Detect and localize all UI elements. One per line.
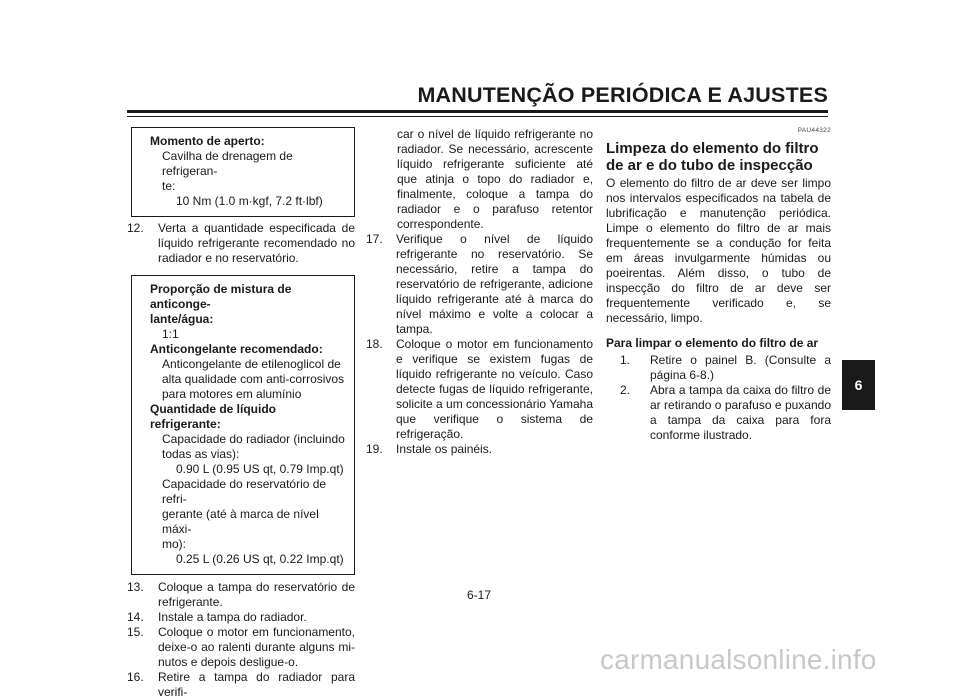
section-code: PAU44322 — [797, 127, 831, 134]
list-item — [366, 442, 593, 457]
list-item — [127, 610, 355, 625]
step-number: 15. — [127, 625, 144, 639]
list-item — [606, 383, 831, 443]
column-middle — [366, 127, 593, 457]
step-number: 19. — [366, 442, 383, 456]
list-item — [366, 232, 593, 337]
torque-value: 10 Nm (1.0 m·kgf, 7.2 ft·lbf) — [176, 194, 323, 208]
mix-title: Proporção de mistura de anticonge- — [150, 282, 292, 311]
steps-list — [366, 232, 593, 457]
step-text: Instale os painéis. — [396, 442, 493, 456]
coolant-mix-box — [131, 275, 355, 575]
antifreeze-line: Anticongelante de etilenoglicol de — [162, 357, 341, 371]
step-number: 18. — [366, 337, 383, 351]
step-number: 16. — [127, 670, 144, 684]
reservoir-line: gerante (até à marca de nível máxi- — [162, 507, 319, 536]
steps-list — [606, 353, 831, 443]
chapter-tab: 6 — [842, 360, 875, 410]
step-number: 2. — [620, 383, 631, 397]
step-number: 14. — [127, 610, 144, 624]
step-number: 17. — [366, 232, 383, 246]
page-title: MANUTENÇÃO PERIÓDICA E AJUSTES — [417, 83, 828, 107]
header-rule-thick — [127, 110, 828, 113]
procedure-heading: Para limpar o elemento do filtro de ar — [606, 336, 819, 350]
torque-spec-box — [131, 127, 355, 217]
radiator-value: 0.90 L (0.95 US qt, 0.79 Imp.qt) — [176, 462, 344, 476]
section-intro: O elemento do filtro de ar deve ser limpo nos intervalos especificados na tabela de lubrificação e manutenção periódica. Limpe o elemento do filtro de ar mais frequentemente se a condução for feita em áreas invulgarmente húmidas ou poeirentas. Além disso, o tubo de inspecção do filtro de ar deve ser frequentemente verificado e, se necessário, limpo. — [606, 176, 831, 325]
reservoir-line: mo): — [162, 537, 186, 551]
step-text: Instale a tampa do radiador. — [158, 610, 307, 624]
section-heading: Limpeza do elemento do filtro de ar e do tubo de inspecção — [606, 140, 819, 174]
step-text: Verta a quantidade especificada de líquido refrigerante recomendado no radiador e no reservatório. — [158, 221, 355, 265]
torque-line: Cavilha de drenagem de refrigeran- — [162, 149, 293, 178]
header-rule-thin — [127, 116, 828, 117]
list-item — [366, 337, 593, 442]
torque-line: te: — [162, 179, 176, 193]
step-text: Coloque a tampa do reservatório de refrigerante. — [158, 580, 355, 609]
radiator-line: todas as vias): — [162, 447, 240, 461]
step-text: Retire a tampa do radiador para verifi- — [158, 670, 355, 699]
step-text: Abra a tampa da caixa do filtro de ar retirando o parafuso e puxando a tampa da caixa para fora conforme ilustrado. — [650, 383, 831, 442]
antifreeze-title: Anticongelante recomendado: — [150, 342, 323, 356]
step-number: 12. — [127, 221, 144, 235]
list-item — [127, 625, 355, 670]
column-left — [127, 127, 355, 700]
step-text: Coloque o motor em funcionamento, deixe-o ao ralenti durante alguns minutos e depois desligue-o. — [158, 625, 355, 669]
step-text: Retire o painel B. (Consulte a página 6-8.) — [650, 353, 831, 382]
watermark: carmanualsonline.info — [600, 644, 877, 675]
antifreeze-line: alta qualidade com anti-corrosivos — [162, 372, 345, 386]
step-text: Coloque o motor em funcionamento e verifique se existem fugas de líquido refrigerante no veículo. Caso detecte fugas de líquido refrigerante, solicite a um concessionário Yamaha que verifique o sistema de refrigeração. — [396, 337, 593, 441]
list-item — [127, 670, 355, 700]
reservoir-value: 0.25 L (0.26 US qt, 0.22 Imp.qt) — [176, 552, 344, 566]
torque-title: Momento de aperto: — [150, 134, 265, 148]
mix-title: lante/água: — [150, 312, 214, 326]
radiator-line: Capacidade do radiador (incluindo — [162, 432, 345, 446]
list-item — [127, 221, 355, 266]
quantity-title: Quantidade de líquido refrigerante: — [150, 402, 276, 431]
antifreeze-line: para motores em alumínio — [162, 387, 302, 401]
step-text: Verifique o nível de líquido refrigerante no reservatório. Se necessário, retire a tampa do reservatório de refrigerante, adicione líquido refrigerante até à marca do nível máximo e volte a colocar a tampa. — [396, 232, 593, 336]
mix-ratio: 1:1 — [162, 327, 179, 341]
step-continuation: car o nível de líquido refrigerante no radiador. Se necessário, acrescente líquido refrigerante suficiente até que atinja o topo do radiador e, finalmente, coloque a tampa do radiador e o parafuso retentor correspondente. — [397, 127, 593, 231]
steps-list — [127, 221, 355, 266]
column-right — [606, 123, 831, 443]
reservoir-line: Capacidade do reservatório de refri- — [162, 477, 327, 506]
step-number: 13. — [127, 580, 144, 594]
page-number: 6-17 — [466, 588, 492, 602]
list-item — [606, 353, 831, 383]
step-number: 1. — [620, 353, 631, 367]
